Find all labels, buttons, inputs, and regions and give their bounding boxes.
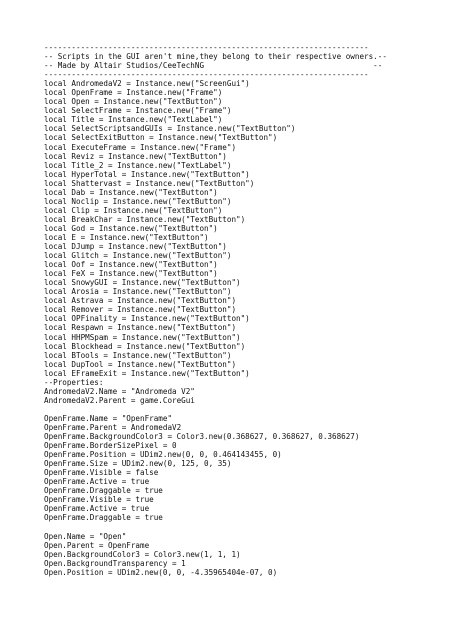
code-line: OpenFrame.Visible = false [44, 468, 159, 478]
code-line: local BreakChar = Instance.new("TextButton") [44, 214, 246, 224]
code-line [44, 405, 464, 414]
code-line: local Respawn = Instance.new("TextButton") [44, 323, 237, 333]
code-line: -- Scripts in the GUI aren't mine,they belong to their respective owners.-- [44, 52, 387, 62]
code-line: local Arosia = Instance.new("TextButton") [44, 287, 232, 297]
code-line: Open.Parent = OpenFrame [44, 540, 150, 550]
code-line: local SelectExitButton = Instance.new("TextButton") [44, 133, 278, 143]
code-line: local SnowyGUI = Instance.new("TextButton") [44, 278, 241, 288]
code-line: OpenFrame.Active = true [44, 477, 150, 487]
code-line: AndromedaV2.Parent = game.CoreGui [44, 395, 195, 405]
code-line: Open.BackgroundColor3 = Color3.new(1, 1, 1) [44, 549, 241, 559]
code-line: local God = Instance.new("TextButton") [44, 223, 218, 233]
code-line: --Properties: [44, 377, 104, 387]
code-line: local Title_2 = Instance.new("TextLabel") [44, 160, 232, 170]
code-line [44, 522, 464, 531]
code-line: local Astrava = Instance.new("TextButton") [44, 296, 237, 306]
code-line: Open.Position = UDim2.new(0, 0, -4.35965404e-07, 0) [44, 567, 278, 577]
code-line: local BTools = Instance.new("TextButton") [44, 350, 232, 360]
code-line: OpenFrame.Draggable = true [44, 513, 163, 523]
code-line: ----------------------------------------------------------------------- [44, 43, 369, 52]
code-line: local Clip = Instance.new("TextButton") [44, 205, 223, 215]
code-line: local SelectScriptsandGUIs = Instance.new("TextButton") [44, 124, 296, 134]
code-line: ----------------------------------------------------------------------- [44, 70, 369, 80]
code-line: local DJump = Instance.new("TextButton") [44, 242, 227, 252]
code-line: OpenFrame.Visible = true [44, 495, 154, 505]
code-line: local OPFinality = Instance.new("TextButton") [44, 314, 250, 324]
code-line: local Open = Instance.new("TextButton") [44, 97, 223, 107]
code-line: local Oof = Instance.new("TextButton") [44, 260, 218, 270]
code-line: AndromedaV2.Name = "Andromeda V2" [44, 386, 195, 396]
code-line: local Reviz = Instance.new("TextButton") [44, 151, 227, 161]
code-line: local DupTool = Instance.new("TextButton") [44, 359, 237, 369]
code-line: local FeX = Instance.new("TextButton") [44, 269, 218, 279]
code-line: OpenFrame.BorderSizePixel = 0 [44, 441, 177, 451]
code-line: -- Made by Altair Studios/CeeTechNG -- [44, 61, 383, 71]
code-line: local E = Instance.new("TextButton") [44, 232, 209, 242]
code-line: local OpenFrame = Instance.new("Frame") [44, 88, 223, 98]
code-line: local AndromedaV2 = Instance.new("ScreenGui") [44, 79, 250, 89]
code-line: local Title = Instance.new("TextLabel") [44, 115, 223, 125]
code-line: OpenFrame.Active = true [44, 504, 150, 514]
code-line: local Remover = Instance.new("TextButton") [44, 305, 237, 315]
code-line: OpenFrame.Size = UDim2.new(0, 125, 0, 35) [44, 459, 232, 469]
code-line: local SelectFrame = Instance.new("Frame") [44, 106, 232, 116]
code-line: local Shattervast = Instance.new("TextButton") [44, 178, 255, 188]
code-line: local ExecuteFrame = Instance.new("Frame") [44, 142, 237, 152]
code-line: OpenFrame.Name = "OpenFrame" [44, 413, 173, 423]
code-line: local Dab = Instance.new("TextButton") [44, 187, 218, 197]
code-line: OpenFrame.Position = UDim2.new(0, 0, 0.464143455, 0) [44, 450, 282, 460]
code-line: local HyperTotal = Instance.new("TextButton") [44, 169, 250, 179]
code-line: Open.BackgroundTransparency = 1 [44, 558, 186, 568]
code-listing [44, 43, 464, 577]
code-line: OpenFrame.BackgroundColor3 = Color3.new(0.368627, 0.368627, 0.368627) [44, 432, 360, 442]
code-line: local Glitch = Instance.new("TextButton") [44, 251, 232, 261]
code-line: local Blockhead = Instance.new("TextButton") [44, 341, 246, 351]
code-line: OpenFrame.Draggable = true [44, 486, 163, 496]
code-line: local Noclip = Instance.new("TextButton") [44, 196, 232, 206]
code-line: local EFrameExit = Instance.new("TextButton") [44, 368, 250, 378]
code-line: OpenFrame.Parent = AndromedaV2 [44, 422, 182, 432]
code-line: Open.Name = "Open" [44, 531, 127, 541]
code-line: local HHPMSpam = Instance.new("TextButton") [44, 332, 241, 342]
